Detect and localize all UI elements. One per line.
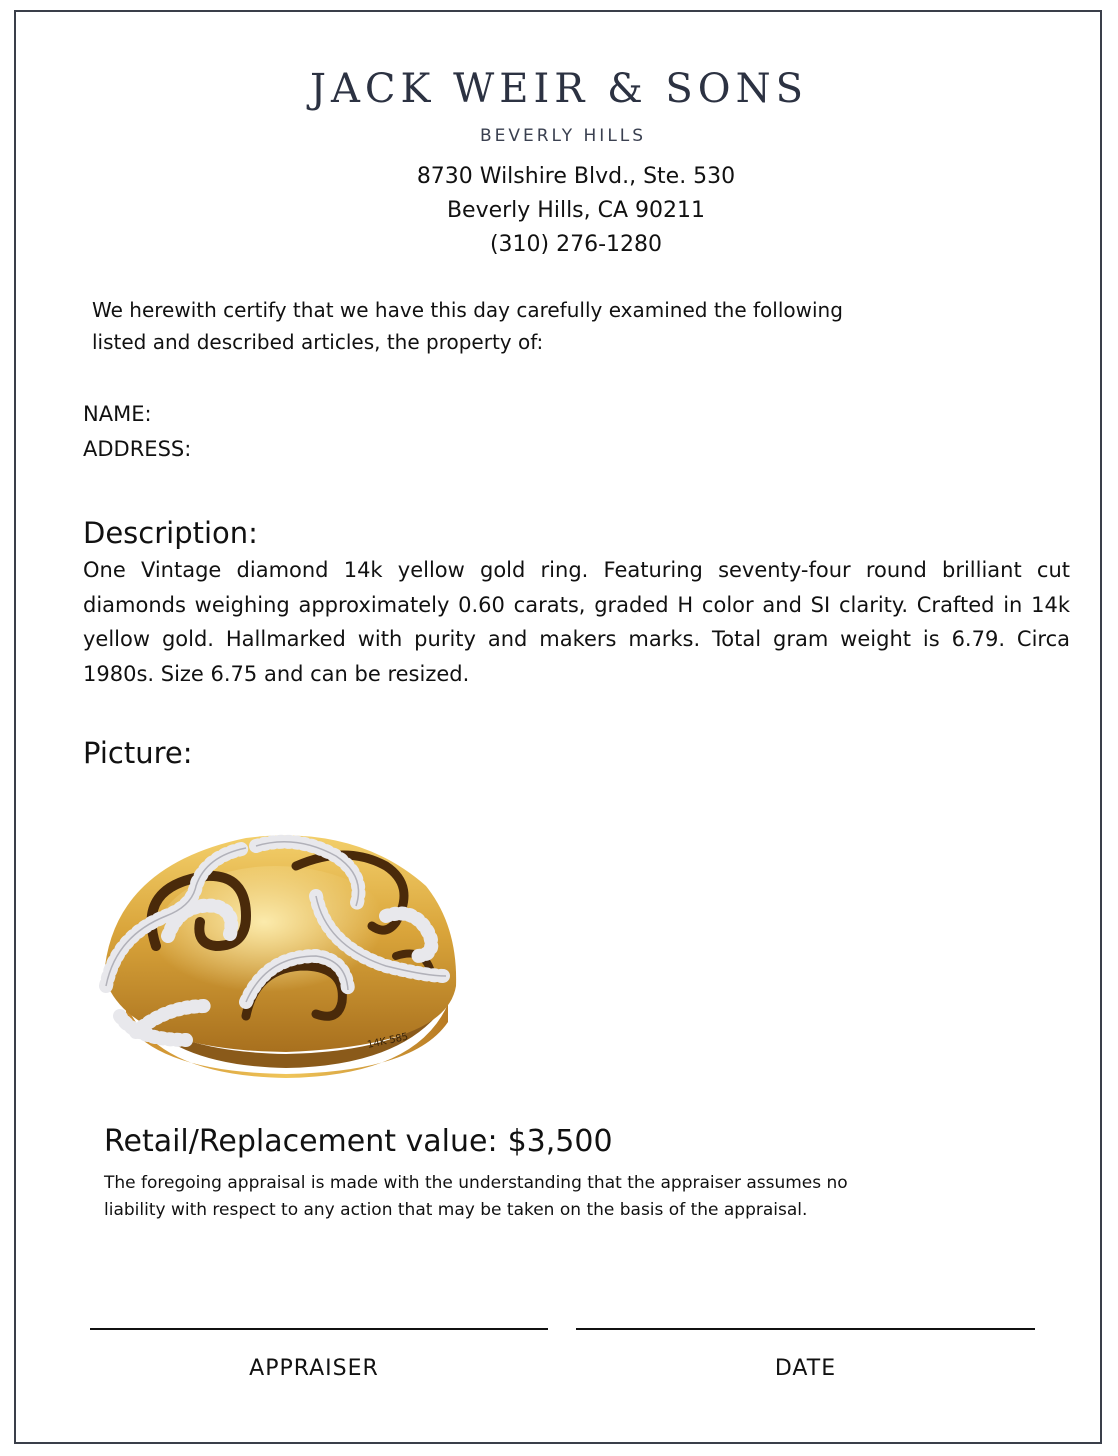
brand-location: BEVERLY HILLS (479, 126, 647, 146)
valuation-amount: $3,500 (507, 1124, 613, 1159)
date-label: DATE (774, 1356, 837, 1381)
phone-number: (310) 276-1280 (489, 232, 663, 257)
address-line-1: 8730 Wilshire Blvd., Ste. 530 (416, 164, 736, 189)
name-label: NAME: (83, 402, 152, 426)
disclaimer (104, 1170, 1044, 1224)
disclaimer-line-2: liability with respect to any action that may be taken on the basis of the appraisal. (104, 1200, 808, 1220)
certification-line-1: We herewith certify that we have this day carefully examined the following (92, 298, 843, 322)
address-line-2: Beverly Hills, CA 90211 (446, 198, 706, 223)
brand-name: JACK WEIR & SONS (310, 66, 808, 112)
appraiser-label: APPRAISER (249, 1356, 379, 1381)
ring-photo (96, 826, 462, 1082)
document-frame (14, 10, 1102, 1444)
certification-line-2: listed and described articles, the property of: (92, 330, 544, 354)
ring-hallmark: 14K 585 (366, 1031, 410, 1051)
disclaimer-line-1: The foregoing appraisal is made with the understanding that the appraiser assumes no (104, 1173, 848, 1193)
description-text: One Vintage diamond 14k yellow gold ring. Featuring seventy-four round brilliant cut diamonds weighing approximately 0.60 carats, graded H color and SI clarity. Crafted in 14k yellow gold. Hallmarked with purity and makers marks. Total gram weight is 6.79. Circa 1980s. Size 6.75 and can be resized. (83, 558, 1070, 686)
certification-statement (92, 294, 1052, 358)
appraiser-signature-line (90, 1328, 548, 1330)
picture-heading: Picture: (83, 736, 193, 770)
valuation-row (104, 1124, 613, 1159)
valuation-label: Retail/Replacement value: (104, 1124, 498, 1159)
description-heading: Description: (83, 516, 258, 550)
date-signature-line (576, 1328, 1035, 1330)
address-label: ADDRESS: (83, 437, 192, 461)
